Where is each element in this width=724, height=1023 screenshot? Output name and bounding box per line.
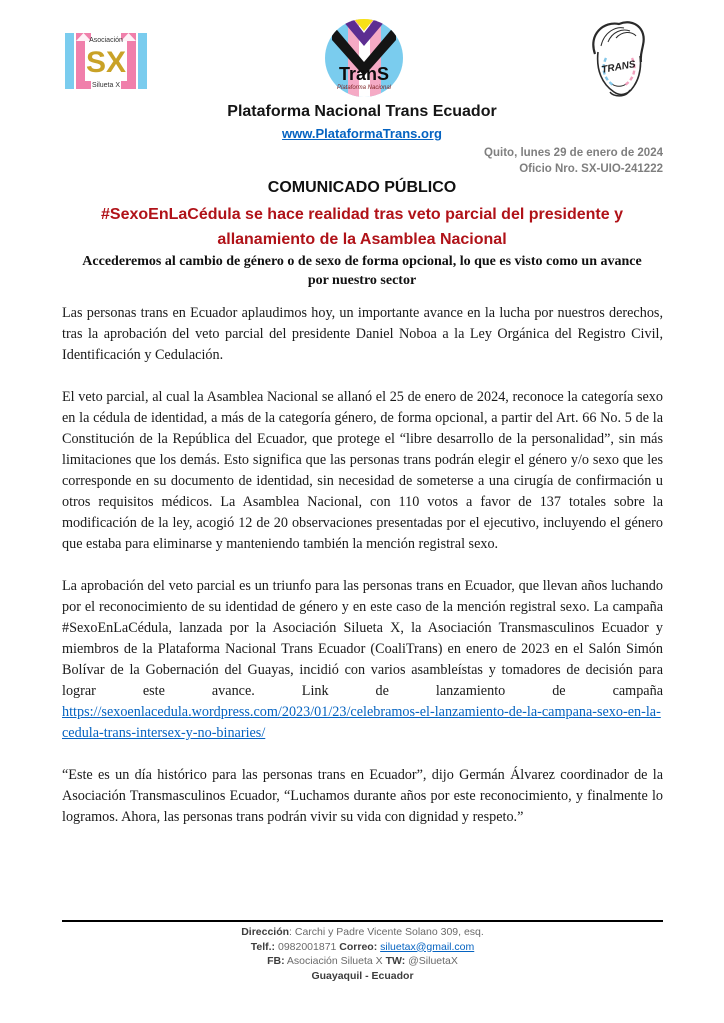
page-footer — [62, 920, 663, 983]
document-body — [62, 303, 663, 849]
sx-bottom-label: Silueta X — [91, 82, 121, 89]
head-logo-badge: TRANS — [600, 59, 637, 76]
tw-value: @SiluetaX — [405, 955, 458, 967]
website-link[interactable]: www.PlataformaTrans.org — [282, 126, 442, 141]
date-block — [484, 146, 663, 177]
email-link[interactable]: siluetax@gmail.com — [380, 940, 475, 953]
communique-title: COMUNICADO PÚBLICO — [267, 179, 457, 196]
footer-city-line: Guayaquil - Ecuador — [311, 969, 414, 982]
paragraph-1: Las personas trans en Ecuador aplaudimos hoy, un importante avance en la lucha por nuestros derechos, tras la aprobación del veto parcial del presidente Daniel Noboa a la Ley Orgánica del Registro Civil, Identificación y Cedulación. — [62, 305, 663, 363]
footer-address-line — [62, 925, 663, 940]
plataforma-trans-logo-icon — [324, 14, 404, 102]
phone-value: 0982001871 — [275, 940, 340, 953]
header-logos — [62, 14, 662, 108]
tw-label: TW: — [385, 955, 406, 967]
circle-logo-script: Plataforma Nacional — [336, 85, 392, 91]
campaign-link[interactable]: https://sexoenlacedula.wordpress.com/2023/01/23/celebramos-el-lanzamiento-de-la-campana-sexo-en-la-cedula-trans-intersex-y-no-binaries/ — [62, 704, 661, 741]
phone-label: Telf.: — [250, 940, 276, 953]
paragraph-3-text: La aprobación del veto parcial es un triunfo para las personas trans en Ecuador, que llevan años luchando por el reconocimiento de su identidad de género y en este caso de la mención registral sexo. La campaña #SexoEnLaCédula, lanzada por la Asociación Silueta X, la Asociación Transmasculinos Ecuador y miembros de la Plataforma Nacional Trans Ecuador (CoaliTrans) en enero de 2023 en el Salón Simón Bolívar de la Gobernación del Guayas, incidió con varios asambleístas y tomadores de decisión para lograr este avance. Link de lanzamiento de campaña — [62, 578, 663, 699]
fb-label: FB: — [267, 955, 285, 967]
oficio-number: Oficio Nro. SX-UIO-241222 — [519, 162, 663, 175]
date-line: Quito, lunes 29 de enero de 2024 — [484, 147, 663, 159]
email-label: Correo: — [339, 940, 378, 953]
address-value: : Carchi y Padre Vicente Solano 309, esq. — [289, 926, 484, 938]
website-row — [0, 125, 724, 143]
footer-contact-line — [62, 940, 663, 955]
footer-social-line — [62, 954, 663, 969]
sx-top-label: Asociación — [89, 37, 123, 44]
headline-red: #SexoEnLaCédula se hace realidad tras veto parcial del presidente y allanamiento de la Asamblea Nacional — [101, 206, 623, 248]
address-label: Dirección — [241, 926, 290, 938]
sx-letters: SX — [85, 46, 127, 79]
circle-logo-word: TranS — [338, 64, 390, 84]
silueta-x-logo-icon — [64, 27, 148, 95]
transmasculinos-logo-icon — [586, 18, 652, 102]
paragraph-4-quote: “Este es un día histórico para las personas trans en Ecuador”, dijo Germán Álvarez coordinador de la Asociación Transmasculinos Ecuador, “Luchamos durante años por este reconocimiento, y finalmente lo logramos. Ahora, las personas trans podrán vivir su vida con dignidad y respeto.” — [62, 767, 663, 825]
paragraph-3 — [62, 576, 663, 744]
org-name: Plataforma Nacional Trans Ecuador — [227, 103, 497, 120]
paragraph-2: El veto parcial, al cual la Asamblea Nacional se allanó el 25 de enero de 2024, reconoce la categoría sexo en la cédula de identidad, a más de la categoría género, de forma opcional, a partir del Art. 66 No. 5 de la Constitución de la República del Ecuador, que protege el “libre desarrollo de la personalidad”, sin más limitaciones que los demás. Esto significa que las personas trans podrán elegir el género y/o sexo que les corresponde en su documento de identidad, sin necesidad de someterse a una cirugía de confirmación u otros requisitos médicos. La Asamblea Nacional, con 110 votos a favor de 137 totales sobre la modificación de la ley, acogió 12 de 20 observaciones presentadas por el ejecutivo, incluyendo el género que estaba para eliminarse y manteniendo también la mención registral sexo. — [62, 389, 663, 552]
subheadline: Accederemos al cambio de género o de sexo de forma opcional, lo que es visto como un avance por nuestro sector — [82, 254, 642, 288]
fb-value: Asociación Silueta X — [284, 955, 386, 967]
